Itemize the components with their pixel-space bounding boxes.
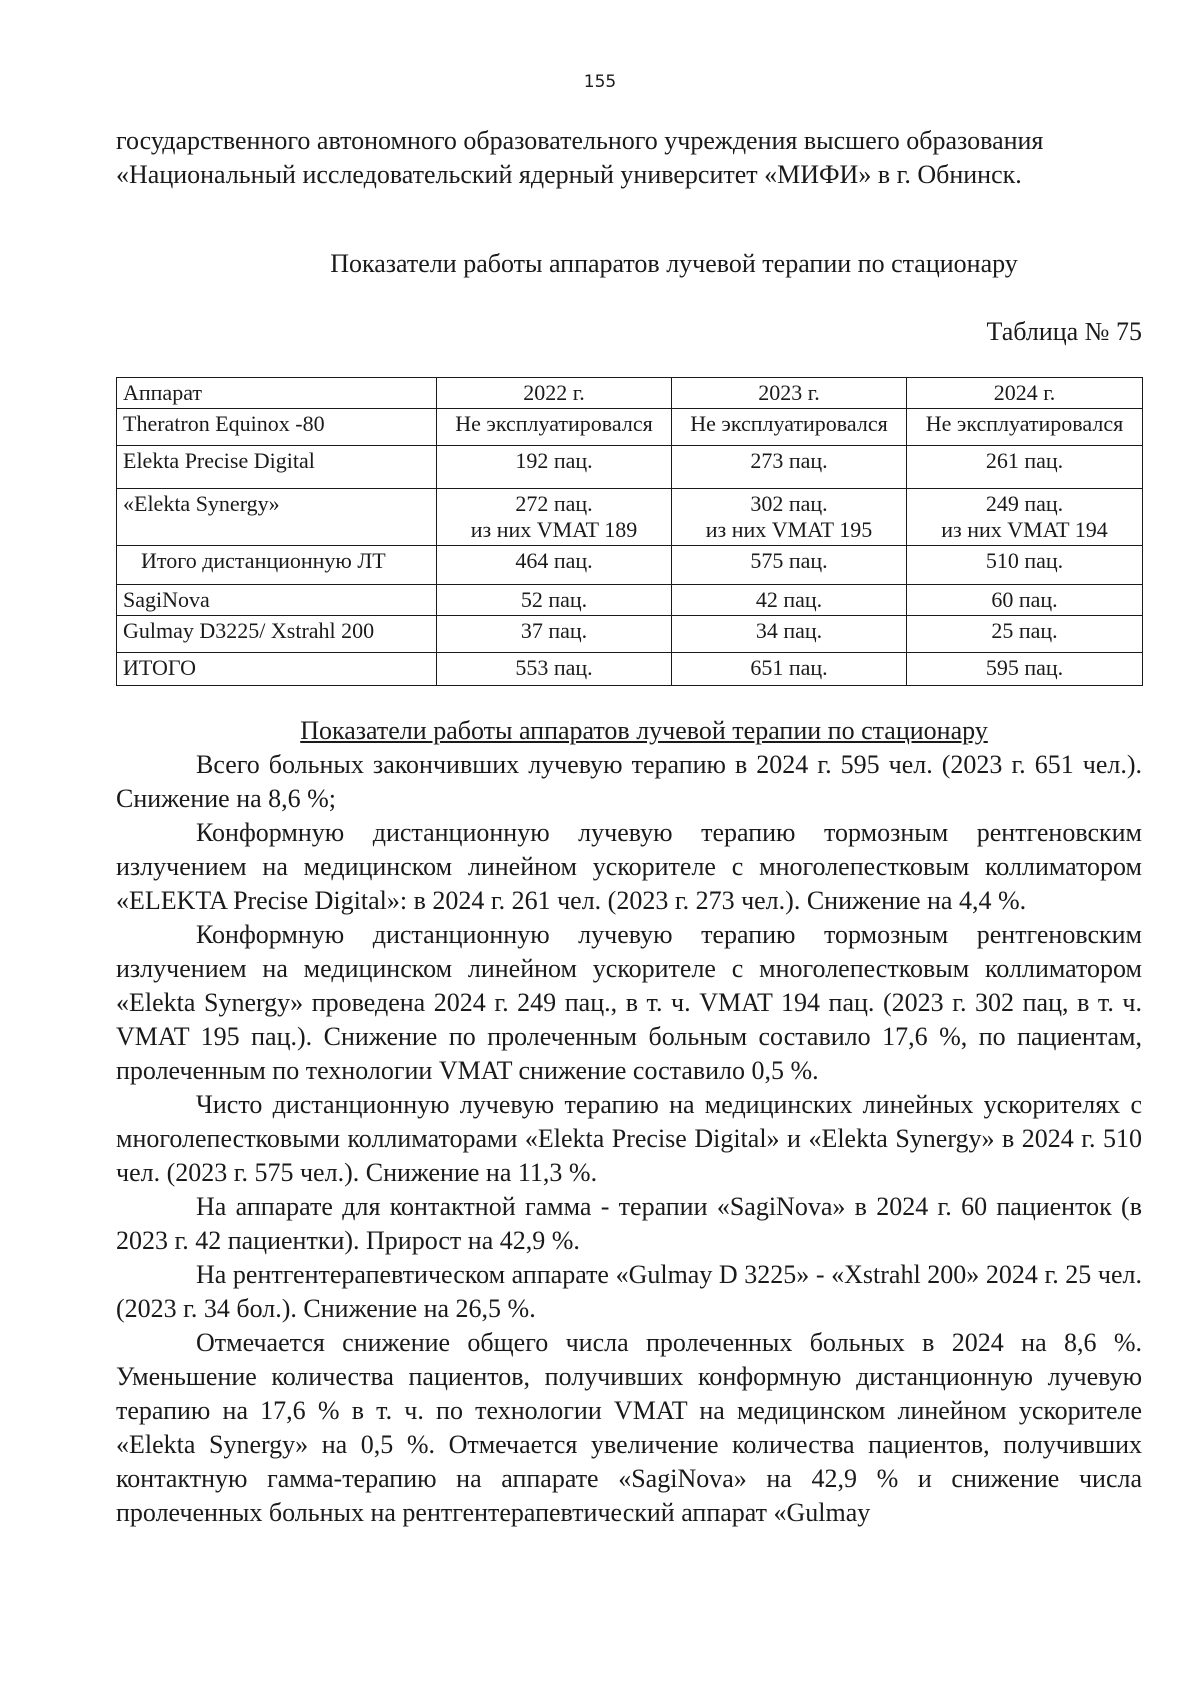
table-row	[117, 409, 1143, 446]
value-cell: Не эксплуатировался	[437, 409, 672, 446]
device-cell: Elekta Precise Digital	[117, 446, 437, 489]
value-cell: 60 пац.	[907, 585, 1143, 616]
radiotherapy-stats-table	[116, 377, 1143, 686]
section-heading: Показатели работы аппаратов лучевой терапии по стационару	[300, 716, 988, 745]
value-cell: 553 пац.	[437, 653, 672, 686]
paragraph: Отмечается снижение общего числа пролеченных больных в 2024 на 8,6 %. Уменьшение количества пациентов, получивших конформную дистанционную лучевую терапию на 17,6 % в т. ч. по технологии VMAT на медицинском линейном ускорителе «Elekta Synergy» на 0,5 %. Отмечается увеличение количества пациентов, получивших контактную гамма-терапию на аппарате «SagiNova» на 42,9 % и снижение числа пролеченных больных на рентгентерапевтический аппарат «Gulmay	[116, 1328, 1142, 1527]
paragraph: На рентгентерапевтическом аппарате «Gulmay D 3225» - «Xstrahl 200» 2024 г. 25 чел. (2023 г. 34 бол.). Снижение на 26,5 %.	[116, 1260, 1142, 1323]
value-cell: 273 пац.	[672, 446, 907, 489]
device-cell: Theratron Equinox -80	[117, 409, 437, 446]
vmat-count: из них VMAT 195	[705, 517, 873, 542]
paragraph: Всего больных закончивших лучевую терапию в 2024 г. 595 чел. (2023 г. 651 чел.). Снижение на 8,6 %;	[116, 750, 1142, 813]
table-header-row	[117, 378, 1143, 409]
table-row	[117, 546, 1143, 585]
value-cell: 651 пац.	[672, 653, 907, 686]
value-cell: 464 пац.	[437, 546, 672, 585]
value-cell	[437, 489, 672, 546]
page-content	[116, 124, 1142, 1530]
device-cell: ИТОГО	[117, 653, 437, 686]
paragraph: Конформную дистанционную лучевую терапию тормозным рентгеновским излучением на медицинском линейном ускорителе с многолепестковым коллиматором «Elekta Synergy» проведена 2024 г. 249 пац., в т. ч. VMAT 194 пац. (2023 г. 302 пац, в т. ч. VMAT 195 пац.). Снижение по пролеченным больным составило 17,6 %, по пациентам, пролеченным по технологии VMAT снижение составило 0,5 %.	[116, 920, 1142, 1085]
value-cell: Не эксплуатировался	[907, 409, 1143, 446]
value-cell	[672, 489, 907, 546]
intro-block	[116, 124, 1142, 192]
value-cell: 25 пац.	[907, 616, 1143, 653]
table-row	[117, 585, 1143, 616]
table-title: Показатели работы аппаратов лучевой терапии по стационару	[330, 249, 1018, 278]
value-cell: 192 пац.	[437, 446, 672, 489]
paragraph: На аппарате для контактной гамма - терапии «SagiNova» в 2024 г. 60 пациенток (в 2023 г. 42 пациентки). Прирост на 42,9 %.	[116, 1192, 1142, 1255]
patient-count: 302 пац.	[750, 491, 828, 516]
table-row	[117, 616, 1143, 653]
table-row	[117, 489, 1143, 546]
header-cell: 2022 г.	[437, 378, 672, 409]
value-cell: Не эксплуатировался	[672, 409, 907, 446]
patient-count: 249 пац.	[985, 491, 1064, 516]
device-cell: Итого дистанционную ЛТ	[117, 546, 437, 585]
vmat-count: из них VMAT 194	[941, 517, 1108, 542]
table-total-row	[117, 653, 1143, 686]
page-number: 155	[583, 72, 617, 92]
value-cell: 34 пац.	[672, 616, 907, 653]
device-cell: Gulmay D3225/ Xstrahl 200	[117, 616, 437, 653]
table-row	[117, 446, 1143, 489]
header-cell: Аппарат	[117, 378, 437, 409]
value-cell: 575 пац.	[672, 546, 907, 585]
body-text	[116, 748, 1142, 1530]
intro-text: государственного автономного образовательного учреждения высшего образования «Национальный исследовательский ядерный университет «МИФИ» в г. Обнинск.	[116, 126, 1044, 189]
value-cell: 261 пац.	[907, 446, 1143, 489]
value-cell: 37 пац.	[437, 616, 672, 653]
value-cell: 510 пац.	[907, 546, 1143, 585]
table-number: Таблица № 75	[986, 317, 1142, 346]
vmat-count: из них VMAT 189	[470, 517, 638, 542]
value-cell: 595 пац.	[907, 653, 1143, 686]
paragraph: Конформную дистанционную лучевую терапию тормозным рентгеновским излучением на медицинском линейном ускорителе с многолепестковым коллиматором «ELEKTA Precise Digital»: в 2024 г. 261 чел. (2023 г. 273 чел.). Снижение на 4,4 %.	[116, 818, 1142, 915]
patient-count: 272 пац.	[515, 491, 593, 516]
paragraph: Чисто дистанционную лучевую терапию на медицинских линейных ускорителях с многолепестковыми коллиматорами «Elekta Precise Digital» и «Elekta Synergy» в 2024 г. 510 чел. (2023 г. 575 чел.). Снижение на 11,3 %.	[116, 1090, 1142, 1187]
value-cell	[907, 489, 1143, 546]
device-cell: «Elekta Synergy»	[117, 489, 437, 546]
header-cell: 2024 г.	[907, 378, 1143, 409]
device-cell: SagiNova	[117, 585, 437, 616]
value-cell: 52 пац.	[437, 585, 672, 616]
header-cell: 2023 г.	[672, 378, 907, 409]
value-cell: 42 пац.	[672, 585, 907, 616]
